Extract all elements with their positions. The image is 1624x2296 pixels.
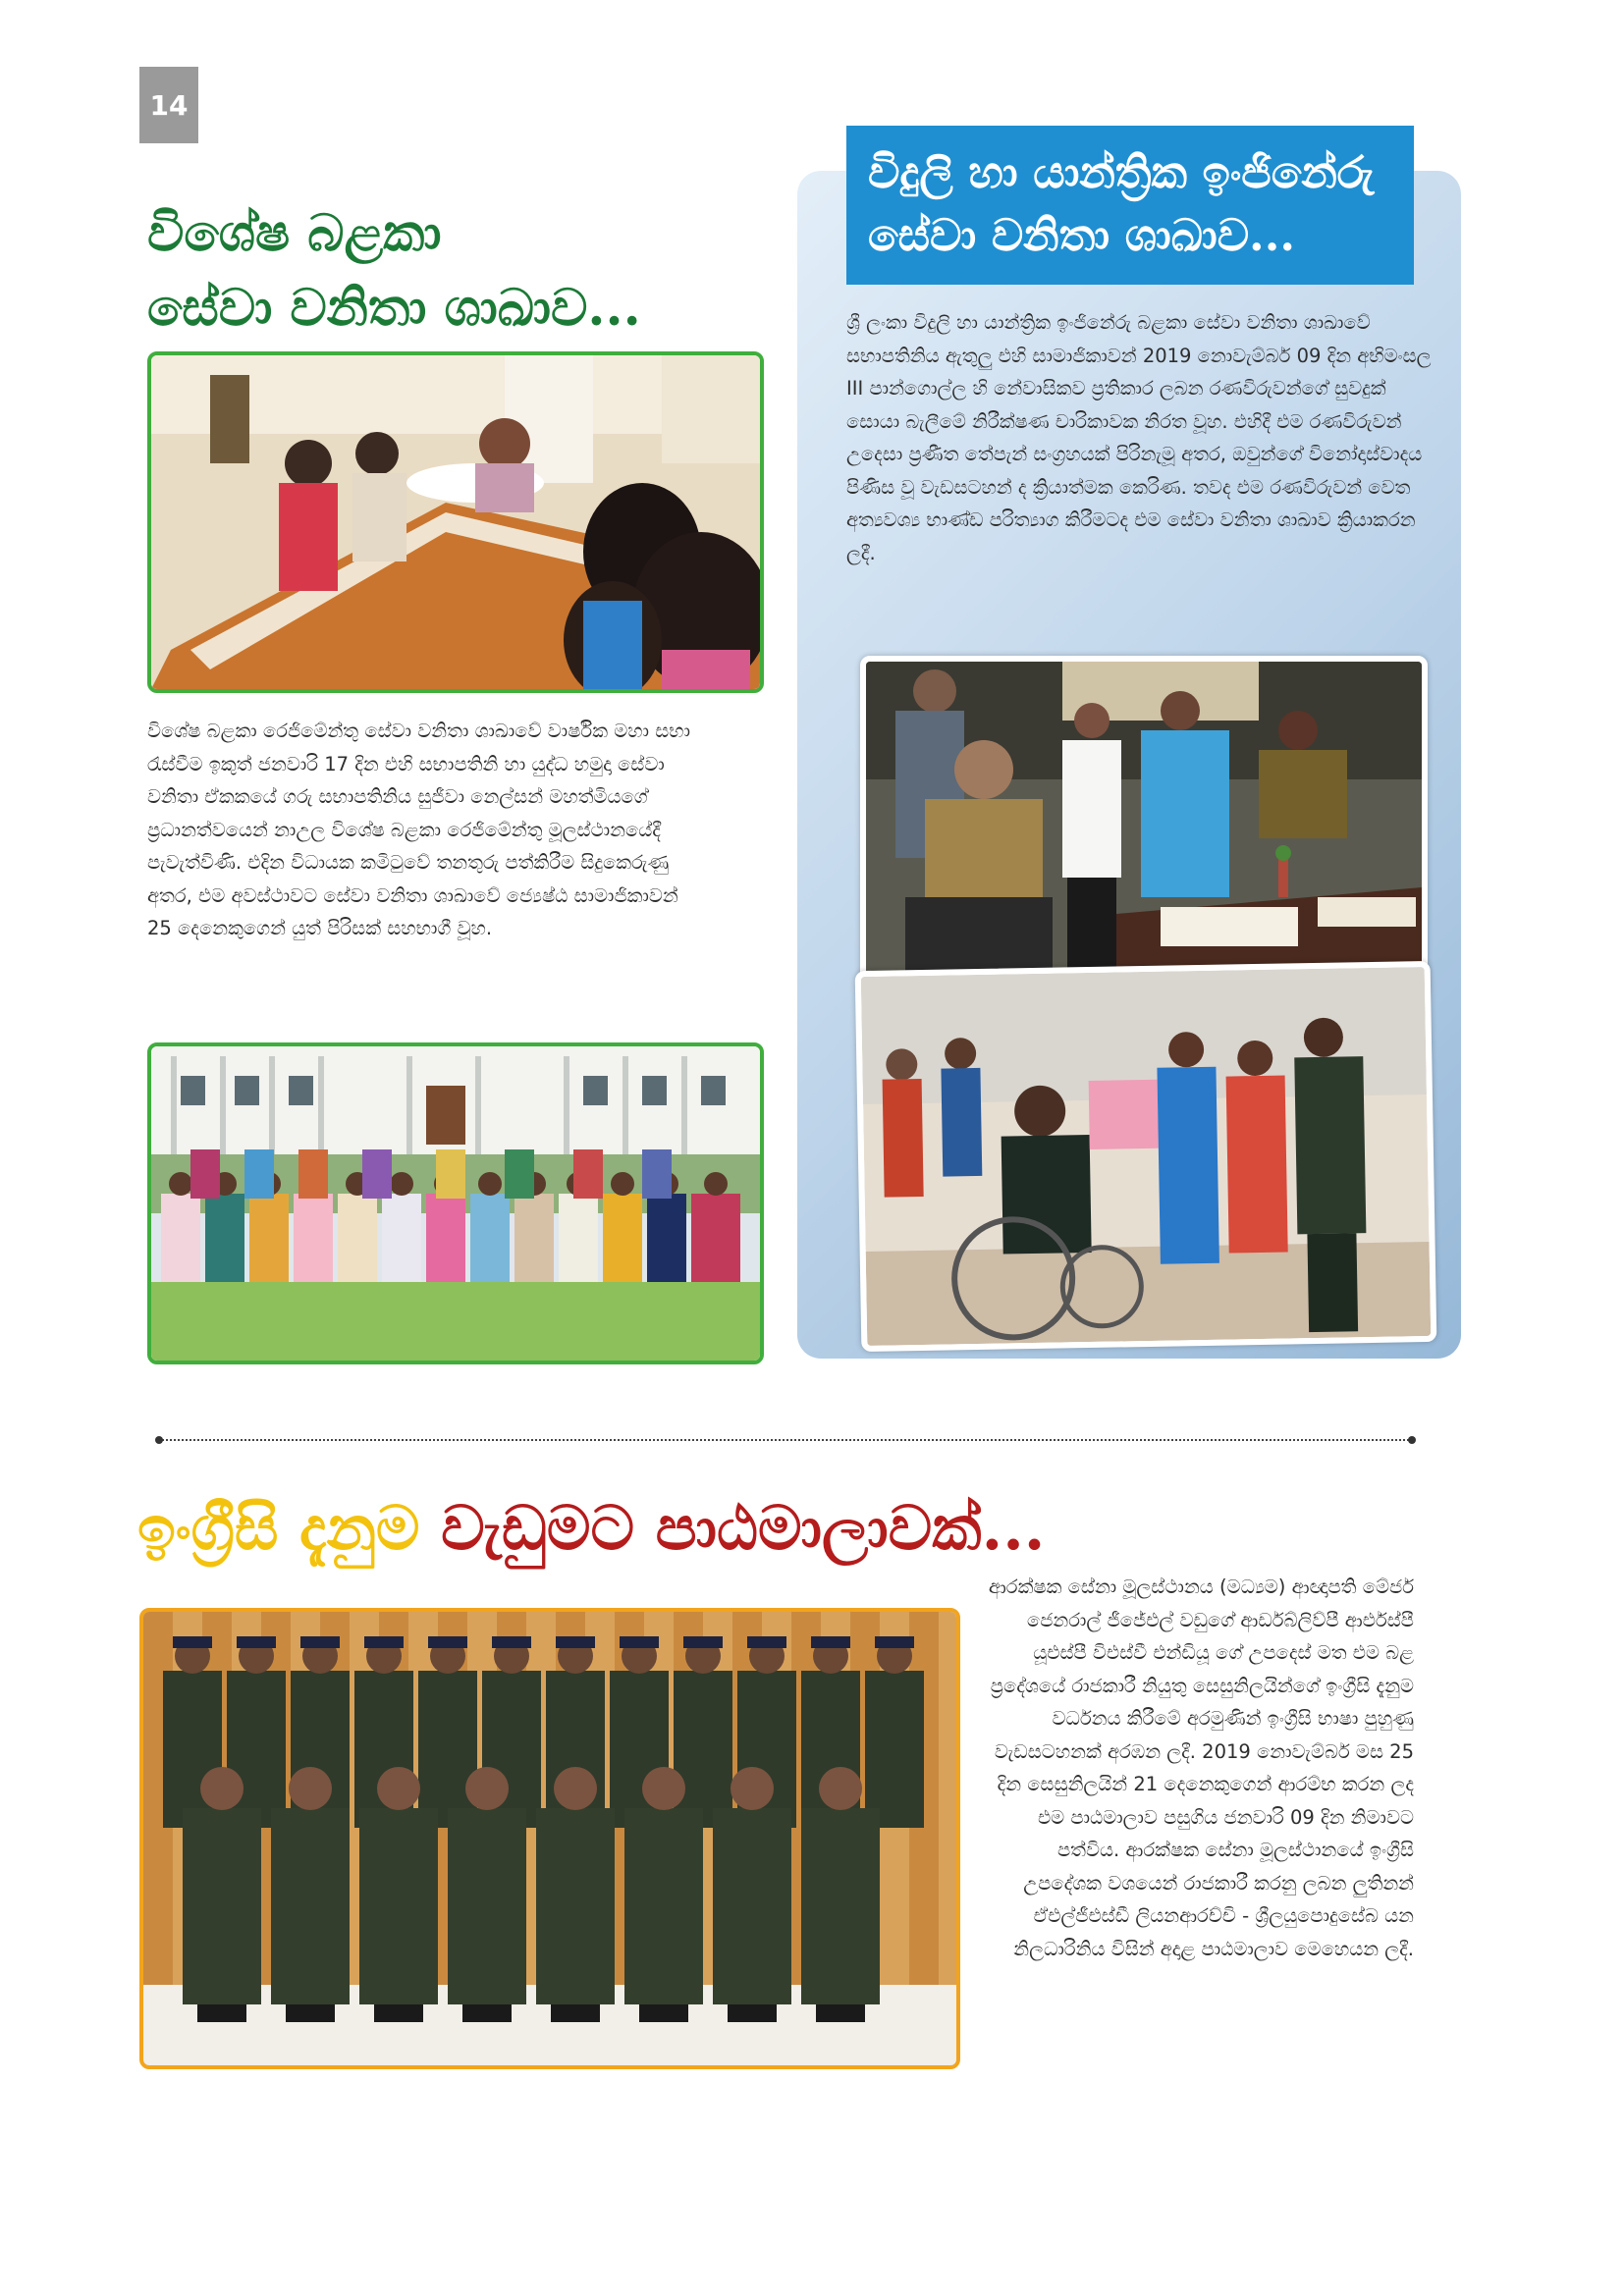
bottom-title-part-1: ඉංග්‍රීසි දැනුම [137, 1492, 420, 1564]
left-title-line-1: විශේෂ බළකා [147, 203, 442, 263]
bottom-article-title [137, 1492, 1414, 1575]
left-article-body: විශේෂ බළකා රෙජිමේන්තු සේවා වනිතා ශාඛාවේ වාර්ෂික මහා සභා රැස්වීම ඉකුත් ජනවාරි 17 දින එහි සභාපතිනි හා යුද්ධ හමුදා සේවා වනිතා ඒකකයේ ගරු සභාපතිනිය සුජීවා නෙල්සන් මහත්මියගේ ප්‍රධානත්වයෙන් නාඋල විශේෂ බළකා රෙජිමේන්තු මූලස්ථානයේදී පැවැත්විණි. එදින විධායක කමිටුවේ තනතුරු පත්කිරීම සිදුකෙරුණු අතර, එම අවස්ථාවට සේවා වනිතා ශාඛාවේ ජ්‍යෙෂ්ඨ සාමාජිකාවන් 25 දෙනෙකුගෙන් යුත් පිරිසක් සහභාගී වූහ. [147, 720, 691, 939]
left-article-title [147, 196, 697, 346]
divider-dot-left [155, 1436, 163, 1444]
right-title-line-1: විදුලි හා යාන්ත්‍රික ඉංජිනේරු [868, 146, 1375, 198]
right-title-line-2: සේවා වනිතා ශාඛාව... [868, 209, 1296, 261]
divider-dot-right [1408, 1436, 1416, 1444]
bottom-title-part-2: වැඩුමට පාඨමාලාවක්... [419, 1492, 1046, 1564]
group-photo [147, 1042, 764, 1364]
right-article-title [846, 126, 1414, 285]
section-divider [159, 1439, 1412, 1441]
bottom-article-body: ආරක්ෂක සේනා මූලස්ථානය (මධ්‍යම) ආඥාපති මේජර් ජෙනරාල් ජීජේඑල් වඩුගේ ආර්ඩබ්ලිව්පී ආර්එස්පී යූඑස්පී විඑස්වී එන්ඩියූ ගේ උපදෙස් මත එම බළ ප්‍රදේශයේ රාජකාරී නියුතු සෙසුනිලයින්ගේ ඉංග්‍රීසි දැනුම වර්ධනය කිරීමේ අරමුණින් ඉංග්‍රීසි භාෂා පුහුණු වැඩසටහනක් අරඹන ලදී. 2019 නොවැම්බර් මස 25 දින සෙසුනිලයින් 21 දෙනෙකුගෙන් ආරම්භ කරන ලද එම පාඨමාලාව පසුගිය ජනවාරි 09 දින නිමාවට පත්විය. ආරක්ෂක සේනා මූලස්ථානයේ ඉංග්‍රීසි උපදේශක වශයෙන් රාජකාරී කරනු ලබන ලුතිනන් ඒඑල්ජීඑස්ඩී ලියනආරච්චි - ශ්‍රීලයුපොදුසේබ යන නිලධාරිනිය විසින් අදාළ පාඨමාලාව මෙහෙයන ලදී. [988, 1575, 1414, 1960]
meeting-photo [147, 351, 764, 693]
right-article-body: ශ්‍රී ලංකා විදුලි හා යාන්ත්‍රික ඉංජිනේරු බළකා සේවා වනිතා ශාඛාවේ සභාපතිනිය ඇතුලු එහි සාමාජිකාවන් 2019 නොවැම්බර් 09 දින අභිමංසල III පාන්ගොල්ල හි නේවාසිකව ප්‍රතිකාර ලබන රණවිරුවන්ගේ සුවදුක් සොයා බැලීමේ නිරීක්ෂණ චාරිකාවක නිරත වූහ. එහිදී එම රණවිරුවන් උදෙසා ප්‍රණීත තේපැන් සංග්‍රහයක් පිරිනැමූ අතර, ඔවුන්ගේ විනෝදාස්වාදය පිණිස වූ වැඩසටහන් ද ක්‍රියාත්මක කෙරිණ. තවද එම රණවිරුවන් වෙත අත්‍යවශ්‍ය භාණ්ඩ පරිත්‍යාග කිරීමටද එම සේවා වනිතා ශාඛාව ක්‍රියාකරන ලදී. [846, 311, 1432, 564]
wheelchair-donation-photo [855, 961, 1437, 1352]
left-title-line-2: සේවා වනිතා ශාඛාව... [147, 278, 641, 338]
page-number: 14 [139, 67, 198, 143]
english-course-cadets-photo [139, 1608, 960, 2069]
hospital-visit-photo [860, 656, 1428, 1001]
